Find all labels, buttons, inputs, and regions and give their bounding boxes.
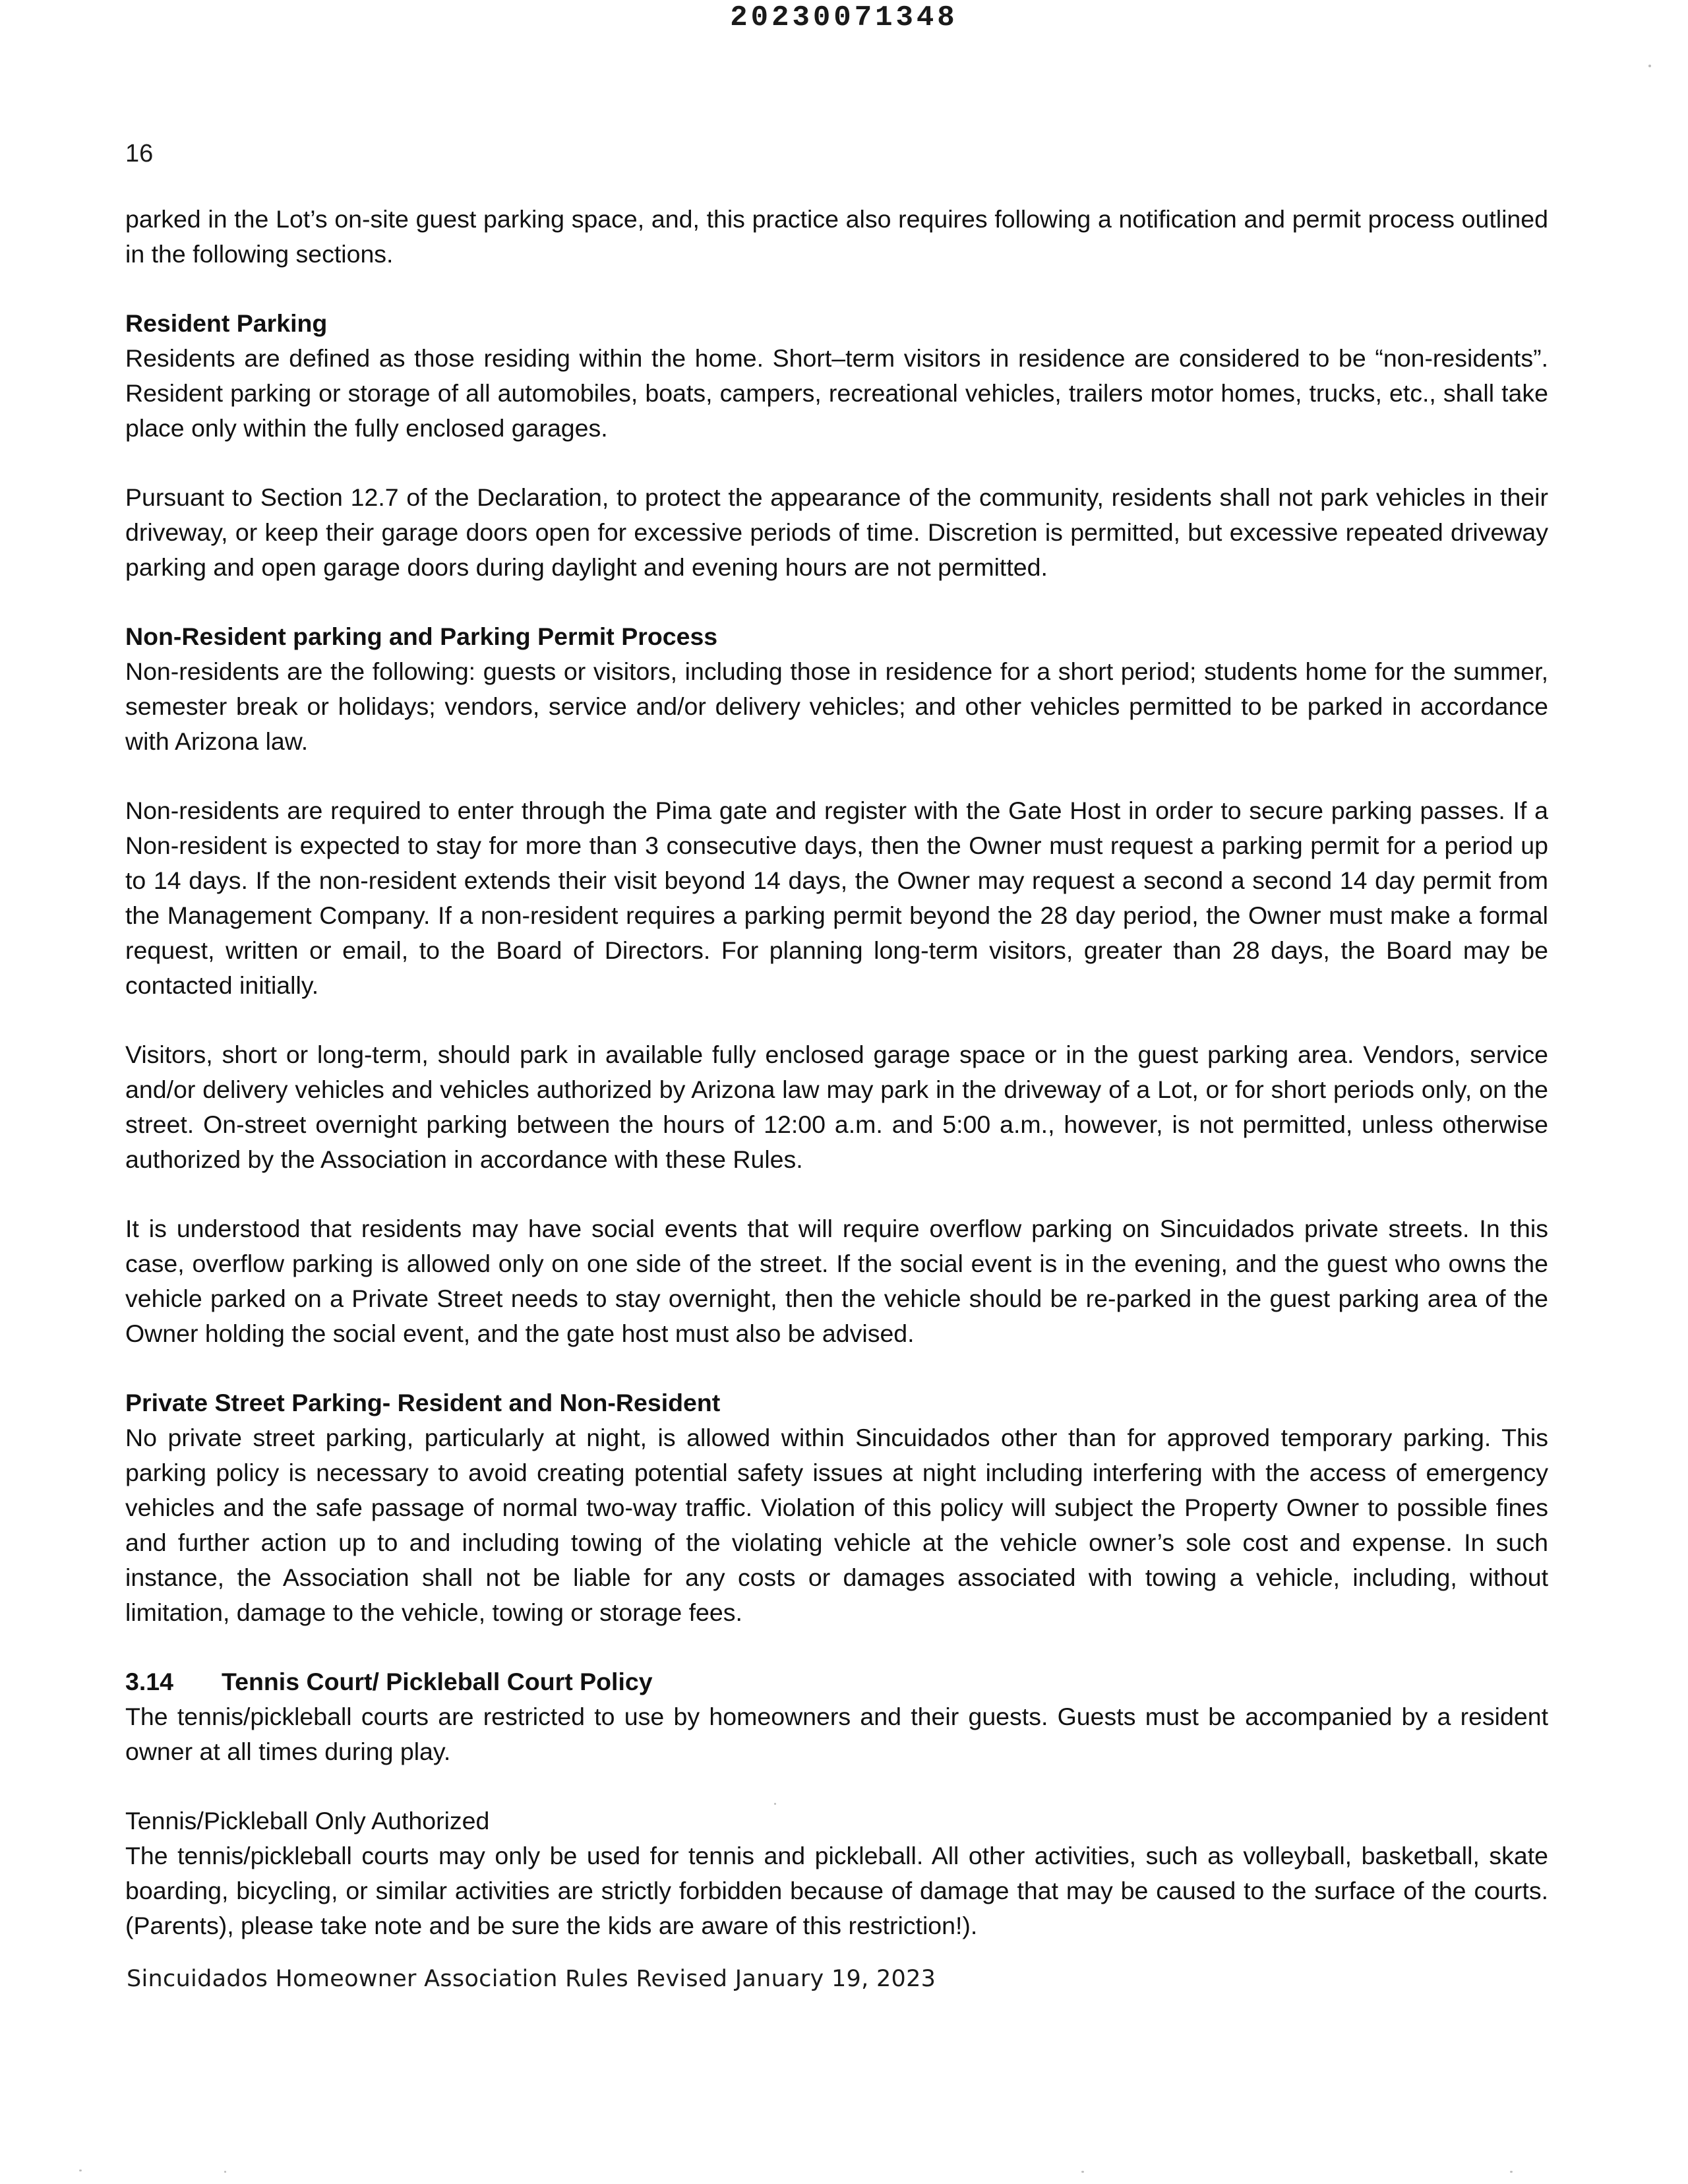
tennis-only-paragraph: The tennis/pickleball courts may only be used for tennis and pickleball. All other activities, such as volleyball, basketball, skate boarding, bicycling, or similar activities are strictly forbidden because of damage that may be caused to the surface of the courts. (Parents), please take note and be sure the kids are aware of this restriction!). [125,1842,1548,1939]
tennis-court-policy-heading [125,1664,1548,1699]
scan-speck [79,2169,82,2171]
scan-speck [1510,2171,1513,2173]
scan-speck [224,2171,226,2173]
visitor-parking-rules: Visitors, short or long-term, should park in available fully enclosed garage space or in the guest parking area. Vendors, service and/or delivery vehicles and vehicles authorized by Arizona law may park in the driveway of a Lot, or for short periods only, on the street. On-street overnight parking between the hours of 12:00 a.m. and 5:00 a.m., however, is not permitted, unless otherwise authorized by the Association in accordance with these Rules. [125,1041,1548,1173]
page-number: 16 [125,140,154,167]
resident-parking-section [125,306,1548,446]
tennis-court-policy-paragraph: The tennis/pickleball courts are restricted to use by homeowners and their guests. Guests must be accompanied by a resident owner at all times during play. [125,1703,1548,1765]
private-street-parking-heading: Private Street Parking- Resident and Non-Resident [125,1389,721,1416]
private-street-parking-paragraph: No private street parking, particularly at night, is allowed within Sincuidados other than for approved temporary parking. This parking policy is necessary to avoid creating potential safety issues at night including interfering with the access of emergency vehicles and the safe passage of normal two-way traffic. Violation of this policy will subject the Property Owner to possible fines and further action up to and including towing of the violating vehicle at the vehicle owner’s sole cost and expense. In such instance, the Association shall not be liable for any costs or damages associated with towing a vehicle, including, without limitation, damage to the vehicle, towing or storage fees. [125,1424,1548,1626]
scan-speck [1648,65,1651,67]
page-footer: Sincuidados Homeowner Association Rules Revised January 19, 2023 [127,1966,936,1992]
tennis-only-section [125,1804,1548,1943]
tennis-court-policy-section [125,1664,1548,1769]
non-resident-permit-process: Non-residents are required to enter through the Pima gate and register with the Gate Host in order to secure parking passes. If a Non-resident is expected to stay for more than 3 consecutive days, then the Owner must request a parking permit for a period up to 14 days. If the non-resident extends their visit beyond 14 days, the Owner may request a second a second 14 day permit from the Management Company. If a non-resident requires a parking permit beyond the 28 day period, the Owner must make a formal request, written or email, to the Board of Directors. For planning long-term visitors, greater than 28 days, the Board may be contacted initially. [125,797,1548,999]
recording-number: 20230071348 [730,1,958,34]
private-street-parking-section [125,1385,1548,1630]
non-resident-parking-section [125,619,1548,759]
non-resident-parking-heading: Non-Resident parking and Parking Permit Process [125,622,718,650]
scan-speck [1081,2171,1084,2173]
intro-paragraph: parked in the Lot’s on-site guest parking space, and, this practice also requires following a notification and permit process outlined in the following sections. [125,205,1548,268]
section-number: 3.14 [125,1668,173,1695]
social-event-parking: It is understood that residents may have social events that will require overflow parking on Sincuidados private streets. In this case, overflow parking is allowed only on one side of the street. If the social event is in the evening, and the guest who owns the vehicle parked on a Private Street needs to stay overnight, then the vehicle should be re-parked in the guest parking area of the Owner holding the social event, and the gate host must also be advised. [125,1215,1548,1347]
resident-parking-definition: Residents are defined as those residing within the home. Short–term visitors in residence are considered to be “non-residents”. Resident parking or storage of all automobiles, boats, campers, recreational vehicles, trailers motor homes, trucks, etc., shall take place only within the fully enclosed garages. [125,344,1548,442]
non-resident-definition: Non-residents are the following: guests or visitors, including those in residence for a short period; students home for the summer, semester break or holidays; vendors, service and/or delivery vehicles; and other vehicles permitted to be parked in accordance with Arizona law. [125,657,1548,755]
scan-speck [774,1803,776,1805]
document-body [125,202,1548,1978]
section-title: Tennis Court/ Pickleball Court Policy [222,1668,653,1695]
tennis-only-heading: Tennis/Pickleball Only Authorized [125,1807,490,1835]
resident-parking-heading: Resident Parking [125,309,328,337]
resident-parking-declaration: Pursuant to Section 12.7 of the Declaration, to protect the appearance of the community, residents shall not park vehicles in their driveway, or keep their garage doors open for excessive periods of time. Discretion is permitted, but excessive repeated driveway parking and open garage doors during daylight and evening hours are not permitted. [125,483,1548,581]
